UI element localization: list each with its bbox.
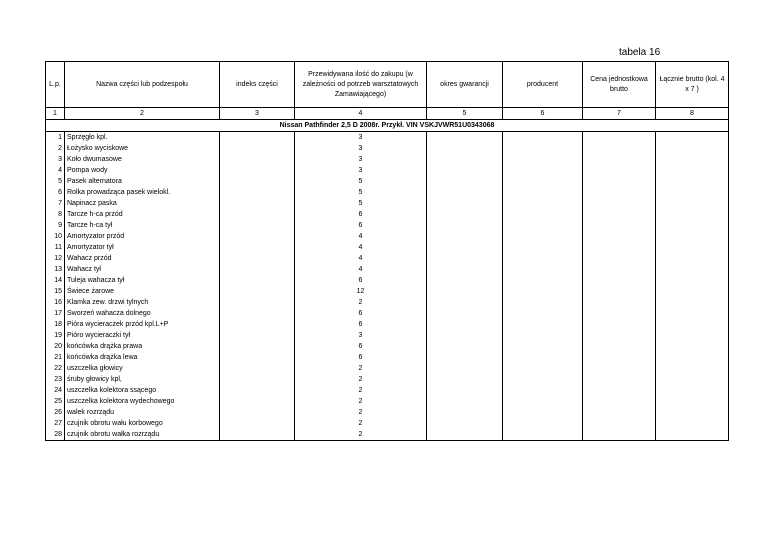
row-part-name: Pióro wycieraczki tył [65,330,220,341]
row-unit-price [583,220,656,231]
row-unit-price [583,319,656,330]
row-producer [503,418,583,429]
table-row [46,198,729,209]
row-lp: 5 [46,176,65,187]
row-part-name: Wahacz tył [65,264,220,275]
row-warranty [427,308,503,319]
row-warranty [427,209,503,220]
row-unit-price [583,385,656,396]
row-part-name: Sworzeń wahacza dolnego [65,308,220,319]
table-row [46,319,729,330]
row-part-index [220,209,295,220]
row-lp: 13 [46,264,65,275]
row-lp: 27 [46,418,65,429]
row-unit-price [583,407,656,418]
row-unit-price [583,198,656,209]
row-unit-price [583,297,656,308]
row-producer [503,341,583,352]
row-part-name: śruby głowicy kpl, [65,374,220,385]
row-part-name: Napinacz paska [65,198,220,209]
row-producer [503,209,583,220]
table-row [46,297,729,308]
row-producer [503,429,583,441]
row-unit-price [583,242,656,253]
row-part-index [220,352,295,363]
table-row [46,220,729,231]
row-part-index [220,396,295,407]
row-quantity: 3 [295,154,427,165]
row-warranty [427,363,503,374]
row-unit-price [583,396,656,407]
row-warranty [427,341,503,352]
table-row [46,154,729,165]
row-total-gross [656,275,729,286]
row-part-index [220,154,295,165]
row-quantity: 6 [295,209,427,220]
row-lp: 8 [46,209,65,220]
column-number: 2 [65,108,220,120]
column-number: 8 [656,108,729,120]
row-part-index [220,330,295,341]
row-part-index [220,308,295,319]
row-quantity: 2 [295,297,427,308]
row-part-name: Łożysko wyciskowe [65,143,220,154]
row-unit-price [583,275,656,286]
row-total-gross [656,231,729,242]
row-lp: 25 [46,396,65,407]
table-row [46,132,729,144]
row-producer [503,275,583,286]
row-producer [503,198,583,209]
table-row [46,352,729,363]
vehicle-title: Nissan Pathfinder 2,5 D 2008r. Przykł. VIN VSKJVWR51U0343068 [46,120,729,132]
table-row [46,418,729,429]
row-part-name: Rolka prowadząca pasek wielokl. [65,187,220,198]
table-row [46,253,729,264]
row-part-index [220,407,295,418]
row-unit-price [583,429,656,441]
row-lp: 12 [46,253,65,264]
row-part-name: uszczelka głowicy [65,363,220,374]
row-quantity: 5 [295,176,427,187]
row-part-name: Klamka zew. drzwi tylnych [65,297,220,308]
row-quantity: 2 [295,374,427,385]
row-part-index [220,132,295,144]
row-warranty [427,253,503,264]
row-part-index [220,264,295,275]
row-lp: 19 [46,330,65,341]
row-quantity: 5 [295,187,427,198]
column-number: 4 [295,108,427,120]
row-quantity: 2 [295,396,427,407]
row-total-gross [656,407,729,418]
row-producer [503,242,583,253]
row-warranty [427,264,503,275]
row-total-gross [656,143,729,154]
row-lp: 1 [46,132,65,144]
row-warranty [427,429,503,441]
row-lp: 26 [46,407,65,418]
row-producer [503,187,583,198]
row-unit-price [583,154,656,165]
row-producer [503,407,583,418]
row-lp: 4 [46,165,65,176]
row-warranty [427,407,503,418]
row-lp: 6 [46,187,65,198]
row-warranty [427,275,503,286]
row-quantity: 4 [295,264,427,275]
row-producer [503,176,583,187]
row-lp: 3 [46,154,65,165]
row-producer [503,319,583,330]
row-unit-price [583,341,656,352]
header-total-gross: Łącznie brutto (kol. 4 x 7 ) [656,62,729,108]
column-number: 3 [220,108,295,120]
row-quantity: 3 [295,143,427,154]
row-part-index [220,143,295,154]
row-quantity: 4 [295,242,427,253]
row-lp: 24 [46,385,65,396]
row-quantity: 2 [295,407,427,418]
row-total-gross [656,330,729,341]
row-total-gross [656,209,729,220]
row-quantity: 3 [295,132,427,144]
table-row [46,385,729,396]
row-producer [503,374,583,385]
row-warranty [427,176,503,187]
table-row [46,275,729,286]
row-total-gross [656,220,729,231]
row-part-name: czujnik obrotu wału korbowego [65,418,220,429]
row-warranty [427,143,503,154]
table-row [46,187,729,198]
row-part-index [220,374,295,385]
row-lp: 21 [46,352,65,363]
row-lp: 16 [46,297,65,308]
row-total-gross [656,242,729,253]
row-producer [503,297,583,308]
row-producer [503,143,583,154]
row-unit-price [583,231,656,242]
row-unit-price [583,286,656,297]
row-lp: 22 [46,363,65,374]
header-warranty: okres gwarancji [427,62,503,108]
row-producer [503,385,583,396]
row-part-index [220,165,295,176]
row-quantity: 6 [295,341,427,352]
row-quantity: 6 [295,308,427,319]
row-producer [503,165,583,176]
table-row [46,330,729,341]
row-producer [503,308,583,319]
row-part-name: Tuleja wahacza tył [65,275,220,286]
row-producer [503,363,583,374]
row-part-index [220,363,295,374]
row-part-name: Pasek alternatora [65,176,220,187]
row-part-index [220,385,295,396]
row-warranty [427,330,503,341]
row-lp: 14 [46,275,65,286]
row-quantity: 2 [295,363,427,374]
parts-table [45,61,729,441]
table-row [46,231,729,242]
row-producer [503,154,583,165]
row-part-index [220,176,295,187]
row-warranty [427,374,503,385]
row-quantity: 4 [295,253,427,264]
row-total-gross [656,154,729,165]
row-lp: 20 [46,341,65,352]
row-quantity: 6 [295,352,427,363]
row-unit-price [583,418,656,429]
parts-rows [46,132,729,441]
column-number: 7 [583,108,656,120]
vehicle-row [46,120,729,132]
table-row [46,363,729,374]
row-warranty [427,187,503,198]
row-unit-price [583,253,656,264]
table-row [46,341,729,352]
column-number-row [46,108,729,120]
row-warranty [427,286,503,297]
row-part-name: czujnik obrotu wałka rozrządu [65,429,220,441]
row-part-name: Amortyzator tył [65,242,220,253]
table-row [46,374,729,385]
row-part-name: Koło dwumasowe [65,154,220,165]
table-row [46,165,729,176]
row-total-gross [656,176,729,187]
row-part-name: końcówka drążka prawa [65,341,220,352]
row-part-index [220,429,295,441]
row-warranty [427,385,503,396]
row-total-gross [656,396,729,407]
row-lp: 17 [46,308,65,319]
row-part-name: Tarcze h-ca przód [65,209,220,220]
table-row [46,429,729,441]
row-unit-price [583,165,656,176]
table-row [46,308,729,319]
row-unit-price [583,187,656,198]
row-quantity: 5 [295,198,427,209]
row-quantity: 2 [295,385,427,396]
column-number: 5 [427,108,503,120]
table-row [46,264,729,275]
row-lp: 28 [46,429,65,441]
row-quantity: 6 [295,275,427,286]
row-part-index [220,275,295,286]
row-part-name: Sprzęgło kpl. [65,132,220,144]
row-producer [503,132,583,144]
row-total-gross [656,297,729,308]
row-quantity: 6 [295,319,427,330]
row-unit-price [583,352,656,363]
row-part-index [220,253,295,264]
row-producer [503,396,583,407]
row-warranty [427,165,503,176]
row-quantity: 2 [295,429,427,441]
row-part-name: walek rozrządu [65,407,220,418]
row-part-name: Amortyzator przód [65,231,220,242]
row-quantity: 12 [295,286,427,297]
header-part-name: Nazwa części lub podzespołu [65,62,220,108]
row-part-index [220,286,295,297]
row-part-index [220,319,295,330]
column-number: 6 [503,108,583,120]
row-warranty [427,132,503,144]
row-quantity: 3 [295,330,427,341]
row-producer [503,352,583,363]
row-producer [503,286,583,297]
header-lp: L.p. [46,62,65,108]
row-lp: 2 [46,143,65,154]
row-part-name: Pompa wody [65,165,220,176]
row-part-index [220,297,295,308]
header-quantity: Przewidywana ilość do zakupu (w zależności od potrzeb warsztatowych Zamawiającego) [295,62,427,108]
row-unit-price [583,264,656,275]
row-quantity: 3 [295,165,427,176]
row-unit-price [583,176,656,187]
header-part-index: indeks części [220,62,295,108]
row-total-gross [656,198,729,209]
row-part-index [220,187,295,198]
row-part-name: Świece żarowe [65,286,220,297]
row-part-name: uszczelka kolektora ssącego [65,385,220,396]
row-lp: 10 [46,231,65,242]
row-total-gross [656,308,729,319]
row-producer [503,253,583,264]
row-warranty [427,231,503,242]
row-lp: 23 [46,374,65,385]
row-total-gross [656,363,729,374]
row-unit-price [583,132,656,144]
row-warranty [427,220,503,231]
row-lp: 15 [46,286,65,297]
row-producer [503,264,583,275]
row-unit-price [583,363,656,374]
row-unit-price [583,330,656,341]
row-part-name: końcówka drążka lewa [65,352,220,363]
row-total-gross [656,374,729,385]
row-lp: 9 [46,220,65,231]
row-part-index [220,198,295,209]
row-lp: 11 [46,242,65,253]
table-row [46,396,729,407]
table-caption: tabela 16 [619,47,661,58]
row-part-name: Tarcze h-ca tył [65,220,220,231]
row-warranty [427,154,503,165]
row-producer [503,231,583,242]
row-quantity: 2 [295,418,427,429]
row-unit-price [583,308,656,319]
row-warranty [427,319,503,330]
row-total-gross [656,319,729,330]
row-warranty [427,352,503,363]
row-lp: 7 [46,198,65,209]
row-part-index [220,242,295,253]
table-row [46,176,729,187]
row-part-name: uszczelka kolektora wydechowego [65,396,220,407]
row-quantity: 6 [295,220,427,231]
row-unit-price [583,209,656,220]
table-row [46,286,729,297]
row-total-gross [656,418,729,429]
row-producer [503,220,583,231]
row-unit-price [583,143,656,154]
row-unit-price [583,374,656,385]
row-part-index [220,341,295,352]
row-part-index [220,231,295,242]
column-number: 1 [46,108,65,120]
row-part-index [220,418,295,429]
row-total-gross [656,253,729,264]
row-total-gross [656,264,729,275]
row-part-name: Wahacz przód [65,253,220,264]
table-row [46,209,729,220]
table-row [46,143,729,154]
row-total-gross [656,286,729,297]
row-total-gross [656,429,729,441]
table-row [46,242,729,253]
header-unit-price: Cena jednostkowa brutto [583,62,656,108]
row-warranty [427,418,503,429]
row-total-gross [656,352,729,363]
row-total-gross [656,385,729,396]
row-part-index [220,220,295,231]
row-warranty [427,242,503,253]
row-producer [503,330,583,341]
header-producer: producent [503,62,583,108]
row-warranty [427,396,503,407]
row-quantity: 4 [295,231,427,242]
row-warranty [427,297,503,308]
row-total-gross [656,165,729,176]
row-part-name: Pióra wycieraczek przód kpl.L+P [65,319,220,330]
row-total-gross [656,132,729,144]
row-total-gross [656,187,729,198]
row-total-gross [656,341,729,352]
table-row [46,407,729,418]
row-warranty [427,198,503,209]
header-row [46,62,729,108]
row-lp: 18 [46,319,65,330]
